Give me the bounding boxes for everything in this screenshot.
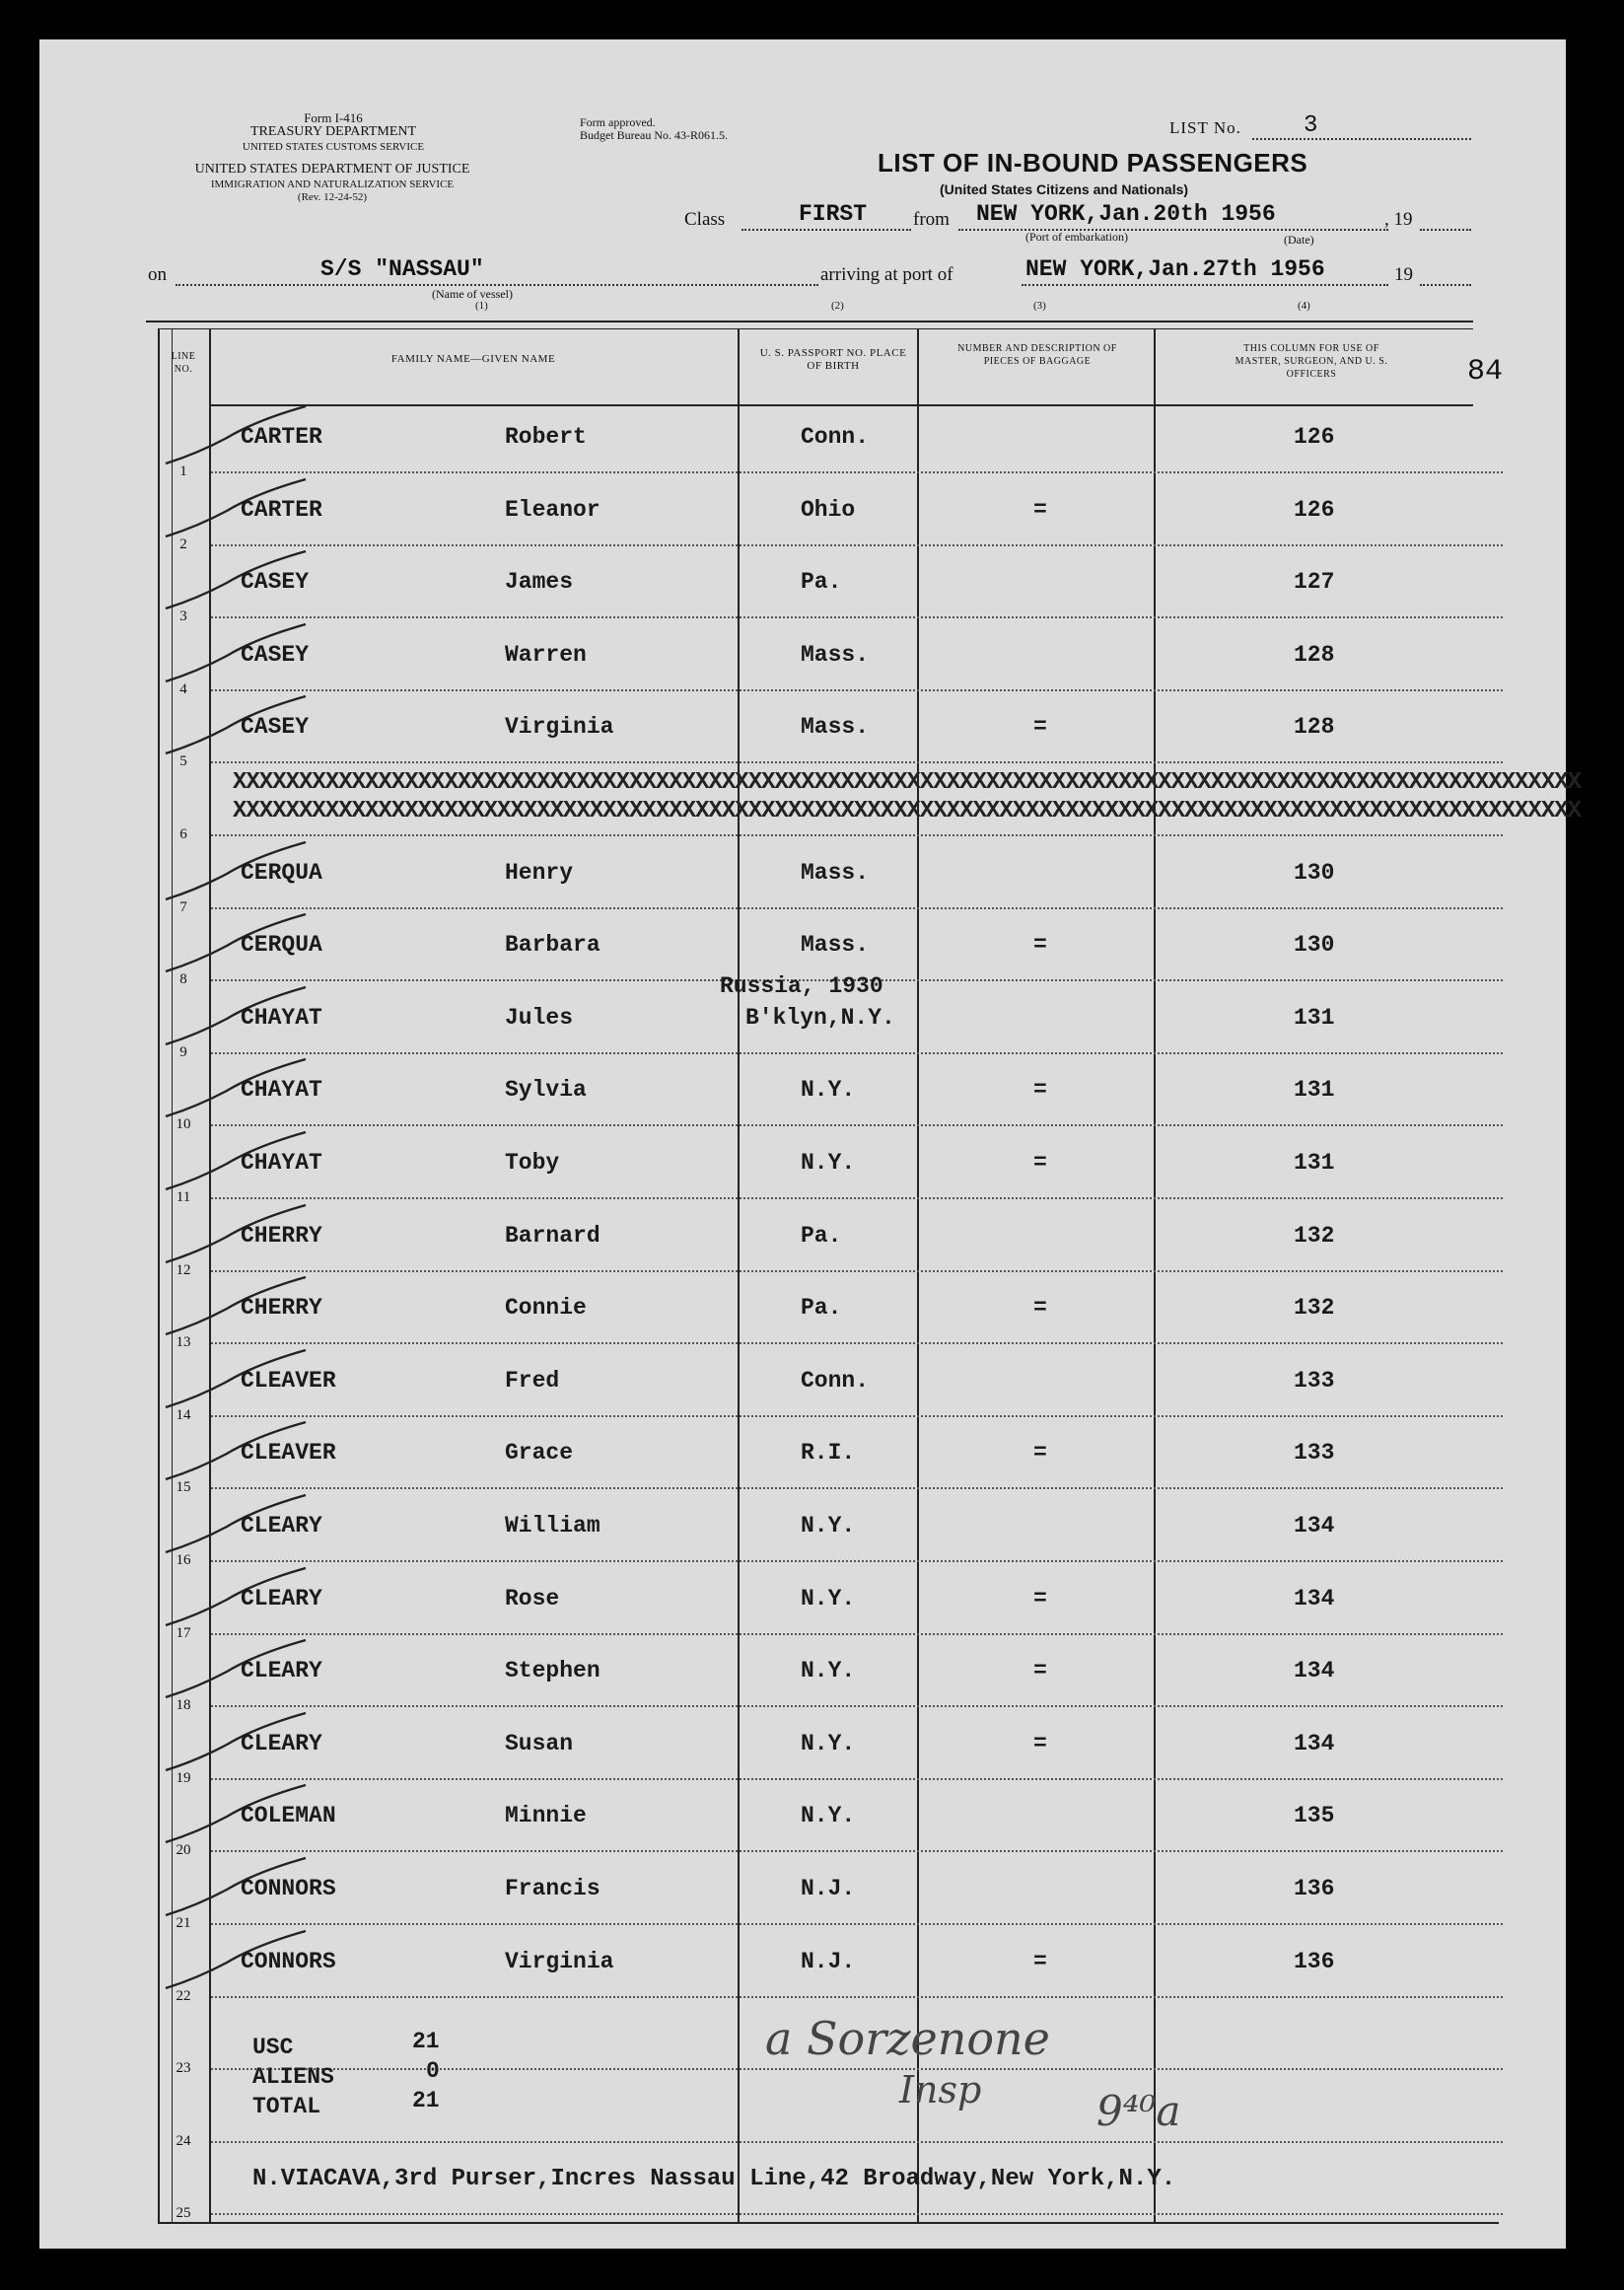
given-name: William — [505, 1513, 600, 1539]
revision-label: (Rev. 12-24-52) — [297, 191, 368, 203]
table-bottom-rule — [158, 2222, 1499, 2224]
aliens-value: 0 — [426, 2058, 440, 2084]
family-name: CLEAVER — [241, 1440, 336, 1467]
given-name: Fred — [505, 1367, 560, 1394]
row-separator — [211, 1270, 1503, 1272]
family-name: CASEY — [241, 569, 310, 596]
given-name: James — [505, 569, 574, 596]
birth-place: Pa. — [801, 569, 842, 596]
row-separator — [211, 2068, 1503, 2070]
officer-number: 130 — [1294, 859, 1335, 886]
given-name: Grace — [505, 1440, 574, 1467]
birth-place: Mass. — [801, 641, 870, 668]
arriving-year-line — [1420, 284, 1471, 286]
birth-place: Pa. — [801, 1222, 842, 1249]
table-top-rule-2 — [158, 328, 1473, 329]
officer-number: 126 — [1294, 496, 1335, 523]
class-value: FIRST — [799, 201, 868, 227]
officer-number: 134 — [1294, 1513, 1335, 1539]
given-name: Virginia — [505, 1948, 614, 1974]
row-separator — [211, 689, 1503, 691]
page-subtitle: (United States Citizens and Nationals) — [940, 181, 1189, 197]
officer-number: 134 — [1294, 1585, 1335, 1611]
baggage-ditto: = — [1033, 714, 1047, 741]
col-header-baggage: NUMBER AND DESCRIPTION OF PIECES OF BAGGAGE — [957, 343, 1117, 367]
given-name: Minnie — [505, 1803, 587, 1829]
officer-number: 127 — [1294, 569, 1335, 596]
baggage-ditto: = — [1033, 1295, 1047, 1322]
birth-place: N.Y. — [801, 1658, 856, 1684]
birth-place: Pa. — [801, 1295, 842, 1322]
given-name: Toby — [505, 1150, 560, 1176]
form-approved: Form approved. — [580, 115, 656, 129]
vessel-name: S/S "NASSAU" — [320, 256, 484, 282]
baggage-col-rule — [1154, 328, 1156, 2222]
line-number: 22 — [176, 1987, 191, 2004]
birth-place: N.Y. — [801, 1585, 856, 1611]
line-number: 24 — [176, 2132, 191, 2149]
list-no-line — [1252, 138, 1471, 140]
row-separator — [211, 2141, 1503, 2143]
arriving-line — [1022, 284, 1388, 286]
vessel-line — [176, 284, 818, 286]
usc-label: USC — [252, 2035, 294, 2060]
officer-number: 132 — [1294, 1295, 1335, 1322]
given-name: Eleanor — [505, 496, 600, 523]
line-number: 25 — [176, 2205, 191, 2222]
col1-num: (1) — [475, 300, 488, 312]
line-number: 14 — [176, 1406, 191, 1423]
inspector-title: Insp — [899, 2068, 982, 2111]
line-number: 23 — [176, 2060, 191, 2077]
on-label: on — [148, 264, 167, 285]
officer-number: 134 — [1294, 1658, 1335, 1684]
baggage-ditto: = — [1033, 1730, 1047, 1756]
arriving-suffix: 19 — [1394, 264, 1413, 285]
from-line — [958, 229, 1388, 231]
from-label: from — [913, 209, 950, 230]
officer-number: 128 — [1294, 714, 1335, 741]
row-separator — [211, 1415, 1503, 1417]
col-header-line: LINE NO. — [171, 351, 196, 375]
baggage-ditto: = — [1033, 1658, 1047, 1684]
inspector-signature: a Sorzenone — [765, 2012, 1050, 2065]
line-number: 8 — [179, 971, 187, 988]
birth-place: Mass. — [801, 859, 870, 886]
baggage-ditto: = — [1033, 932, 1047, 959]
birth-place-extra: Russia, 1930 — [720, 972, 883, 999]
budget-bureau: Budget Bureau No. 43-R061.5. — [580, 128, 728, 142]
given-name: Francis — [505, 1876, 600, 1901]
line-number: 3 — [179, 608, 187, 625]
list-no-value: 3 — [1304, 112, 1318, 139]
officer-number: 134 — [1294, 1730, 1335, 1756]
birth-place: N.Y. — [801, 1803, 856, 1829]
baggage-ditto: = — [1033, 1948, 1047, 1974]
family-name: CASEY — [241, 714, 310, 741]
struck-out-line-b: XXXXXXXXXXXXXXXXXXXXXXXXXXXXXXXXXXXXXXXXXXXXXXXXXXXXXXXXXXXXXXXXXXXXXXXXXXXXXXXXXXXXXXXXXXXXXXXXXXXXXX — [233, 798, 1582, 824]
officer-number: 131 — [1294, 1150, 1335, 1176]
officer-number: 136 — [1294, 1948, 1335, 1974]
birth-place: Mass. — [801, 714, 870, 741]
officer-number: 133 — [1294, 1440, 1335, 1467]
family-name: CLEARY — [241, 1658, 322, 1684]
given-name: Stephen — [505, 1658, 600, 1684]
given-name: Rose — [505, 1585, 560, 1611]
given-name: Susan — [505, 1730, 574, 1756]
officer-number: 131 — [1294, 1077, 1335, 1104]
given-name: Sylvia — [505, 1077, 587, 1104]
justice-label: UNITED STATES DEPARTMENT OF JUSTICE — [194, 162, 470, 177]
row-separator — [211, 1487, 1503, 1489]
given-name: Robert — [505, 424, 587, 450]
birth-place: N.Y. — [801, 1077, 856, 1104]
officer-number: 135 — [1294, 1803, 1335, 1829]
baggage-ditto: = — [1033, 1077, 1047, 1104]
birth-place: N.J. — [801, 1948, 856, 1974]
line-number: 17 — [176, 1624, 191, 1641]
birth-place: N.Y. — [801, 1513, 856, 1539]
given-name: Warren — [505, 641, 587, 668]
family-name: CHAYAT — [241, 1150, 322, 1176]
row-separator — [211, 616, 1503, 618]
vessel-caption: (Name of vessel) — [432, 287, 513, 301]
family-name: CHAYAT — [241, 1004, 322, 1031]
family-name: CHERRY — [241, 1222, 322, 1249]
row-separator — [211, 1560, 1503, 1562]
line-number: 19 — [176, 1769, 191, 1786]
officer-number: 132 — [1294, 1222, 1335, 1249]
baggage-ditto: = — [1033, 1585, 1047, 1611]
line-number: 12 — [176, 1261, 191, 1278]
total-value: 21 — [412, 2088, 440, 2113]
birth-place: N.J. — [801, 1876, 856, 1901]
birth-place: R.I. — [801, 1440, 856, 1467]
aliens-label: ALIENS — [252, 2064, 334, 2090]
port-embark-caption: (Port of embarkation) — [1025, 230, 1128, 244]
family-name: CONNORS — [241, 1948, 336, 1974]
officer-number: 128 — [1294, 641, 1335, 668]
list-no-label: LIST No. — [1169, 118, 1241, 137]
row-separator — [211, 2213, 1503, 2215]
from-value: NEW YORK,Jan.20th 1956 — [976, 201, 1276, 227]
family-name: CONNORS — [241, 1876, 336, 1901]
baggage-ditto: = — [1033, 496, 1047, 523]
line-number: 6 — [179, 826, 187, 842]
line-number: 9 — [179, 1043, 187, 1060]
customs-label: UNITED STATES CUSTOMS SERVICE — [242, 141, 425, 153]
inspection-time: 9⁴⁰a — [1096, 2087, 1181, 2135]
baggage-ditto: = — [1033, 1150, 1047, 1176]
line-number: 10 — [176, 1116, 191, 1133]
purser-line: N.VIACAVA,3rd Purser,Incres Nassau Line,42 Broadway,New York,N.Y. — [252, 2166, 1176, 2192]
birth-place: Conn. — [801, 1367, 870, 1394]
line-number: 4 — [179, 680, 187, 697]
arriving-label: arriving at port of — [820, 264, 953, 285]
family-name: COLEMAN — [241, 1803, 336, 1829]
table-top-rule — [146, 321, 1473, 322]
row-separator — [211, 1342, 1503, 1344]
baggage-ditto: = — [1033, 1440, 1047, 1467]
row-separator — [211, 761, 1503, 763]
class-label: Class — [684, 209, 726, 230]
line-number: 15 — [176, 1479, 191, 1496]
row-separator — [211, 471, 1503, 473]
row-separator — [211, 544, 1503, 546]
struck-out-line-a: XXXXXXXXXXXXXXXXXXXXXXXXXXXXXXXXXXXXXXXXXXXXXXXXXXXXXXXXXXXXXXXXXXXXXXXXXXXXXXXXXXXXXXXXXXXXXXXXXXXXXX — [233, 769, 1582, 796]
row-separator — [211, 834, 1503, 836]
row-separator — [211, 1850, 1503, 1852]
family-name: CLEAVER — [241, 1367, 336, 1394]
arriving-value: NEW YORK,Jan.27th 1956 — [1025, 256, 1325, 282]
given-name: Connie — [505, 1295, 587, 1322]
date-caption: (Date) — [1284, 233, 1314, 247]
line-number: 21 — [176, 1915, 191, 1931]
page-title: LIST OF IN-BOUND PASSENGERS — [878, 148, 1308, 178]
usc-value: 21 — [412, 2029, 440, 2054]
col-header-officers: THIS COLUMN FOR USE OF MASTER, SURGEON, AND U. S. OFFICERS — [1235, 343, 1388, 380]
row-separator — [211, 1705, 1503, 1707]
line-number: 16 — [176, 1552, 191, 1568]
line-number: 1 — [179, 464, 187, 479]
birth-place: Ohio — [801, 496, 856, 523]
row-separator — [211, 1923, 1503, 1925]
line-number: 18 — [176, 1697, 191, 1714]
year-suffix: , 19 — [1384, 209, 1413, 230]
family-name: CARTER — [241, 424, 322, 450]
header-bottom-rule — [209, 404, 1473, 406]
row-separator — [211, 1778, 1503, 1780]
line-number: 7 — [179, 898, 187, 915]
row-separator — [211, 1197, 1503, 1199]
class-line — [741, 229, 911, 231]
col-header-name: FAMILY NAME—GIVEN NAME — [390, 353, 556, 365]
col2-num: (2) — [831, 300, 844, 312]
given-name: Jules — [505, 1004, 574, 1031]
given-name: Virginia — [505, 714, 614, 741]
birth-place: N.Y. — [801, 1150, 856, 1176]
line-number: 11 — [176, 1189, 191, 1205]
family-name: CASEY — [241, 641, 310, 668]
year-line — [1420, 229, 1471, 231]
birth-place: Mass. — [801, 932, 870, 959]
officer-number: 126 — [1294, 424, 1335, 450]
passport-col-rule — [917, 328, 919, 2222]
row-separator — [211, 1052, 1503, 1054]
officer-number: 133 — [1294, 1367, 1335, 1394]
col3-num: (3) — [1033, 300, 1046, 312]
family-name: CHERRY — [241, 1295, 322, 1322]
form-number: Form I-416 — [304, 110, 363, 125]
family-name: CLEARY — [241, 1585, 322, 1611]
total-label: TOTAL — [252, 2094, 321, 2119]
family-name: CERQUA — [241, 932, 322, 959]
col-header-passport: U. S. PASSPORT NO. PLACE OF BIRTH — [759, 347, 907, 372]
birth-place: B'klyn,N.Y. — [745, 1004, 895, 1031]
family-name: CLEARY — [241, 1730, 322, 1756]
line-number: 5 — [179, 753, 187, 770]
family-name: CARTER — [241, 496, 322, 523]
line-number: 20 — [176, 1842, 191, 1859]
given-name: Barbara — [505, 932, 600, 959]
col4-num: (4) — [1298, 300, 1310, 312]
row-separator — [211, 907, 1503, 909]
row-separator — [211, 1996, 1503, 1998]
family-name: CLEARY — [241, 1513, 322, 1539]
family-name: CERQUA — [241, 859, 322, 886]
birth-place: Conn. — [801, 424, 870, 450]
row-separator — [211, 1633, 1503, 1635]
given-name: Henry — [505, 859, 574, 886]
family-name: CHAYAT — [241, 1077, 322, 1104]
line-number: 13 — [176, 1334, 191, 1351]
officer-number: 136 — [1294, 1876, 1335, 1901]
ins-label: IMMIGRATION AND NATURALIZATION SERVICE — [210, 179, 455, 190]
officer-number: 131 — [1294, 1004, 1335, 1031]
line-number: 2 — [179, 536, 187, 552]
page-number: 84 — [1467, 355, 1504, 389]
row-separator — [211, 1124, 1503, 1126]
birth-place: N.Y. — [801, 1730, 856, 1756]
given-name: Barnard — [505, 1222, 600, 1249]
officer-number: 130 — [1294, 932, 1335, 959]
treasury-label: TREASURY DEPARTMENT — [249, 124, 417, 139]
name-col-rule — [738, 328, 740, 2222]
